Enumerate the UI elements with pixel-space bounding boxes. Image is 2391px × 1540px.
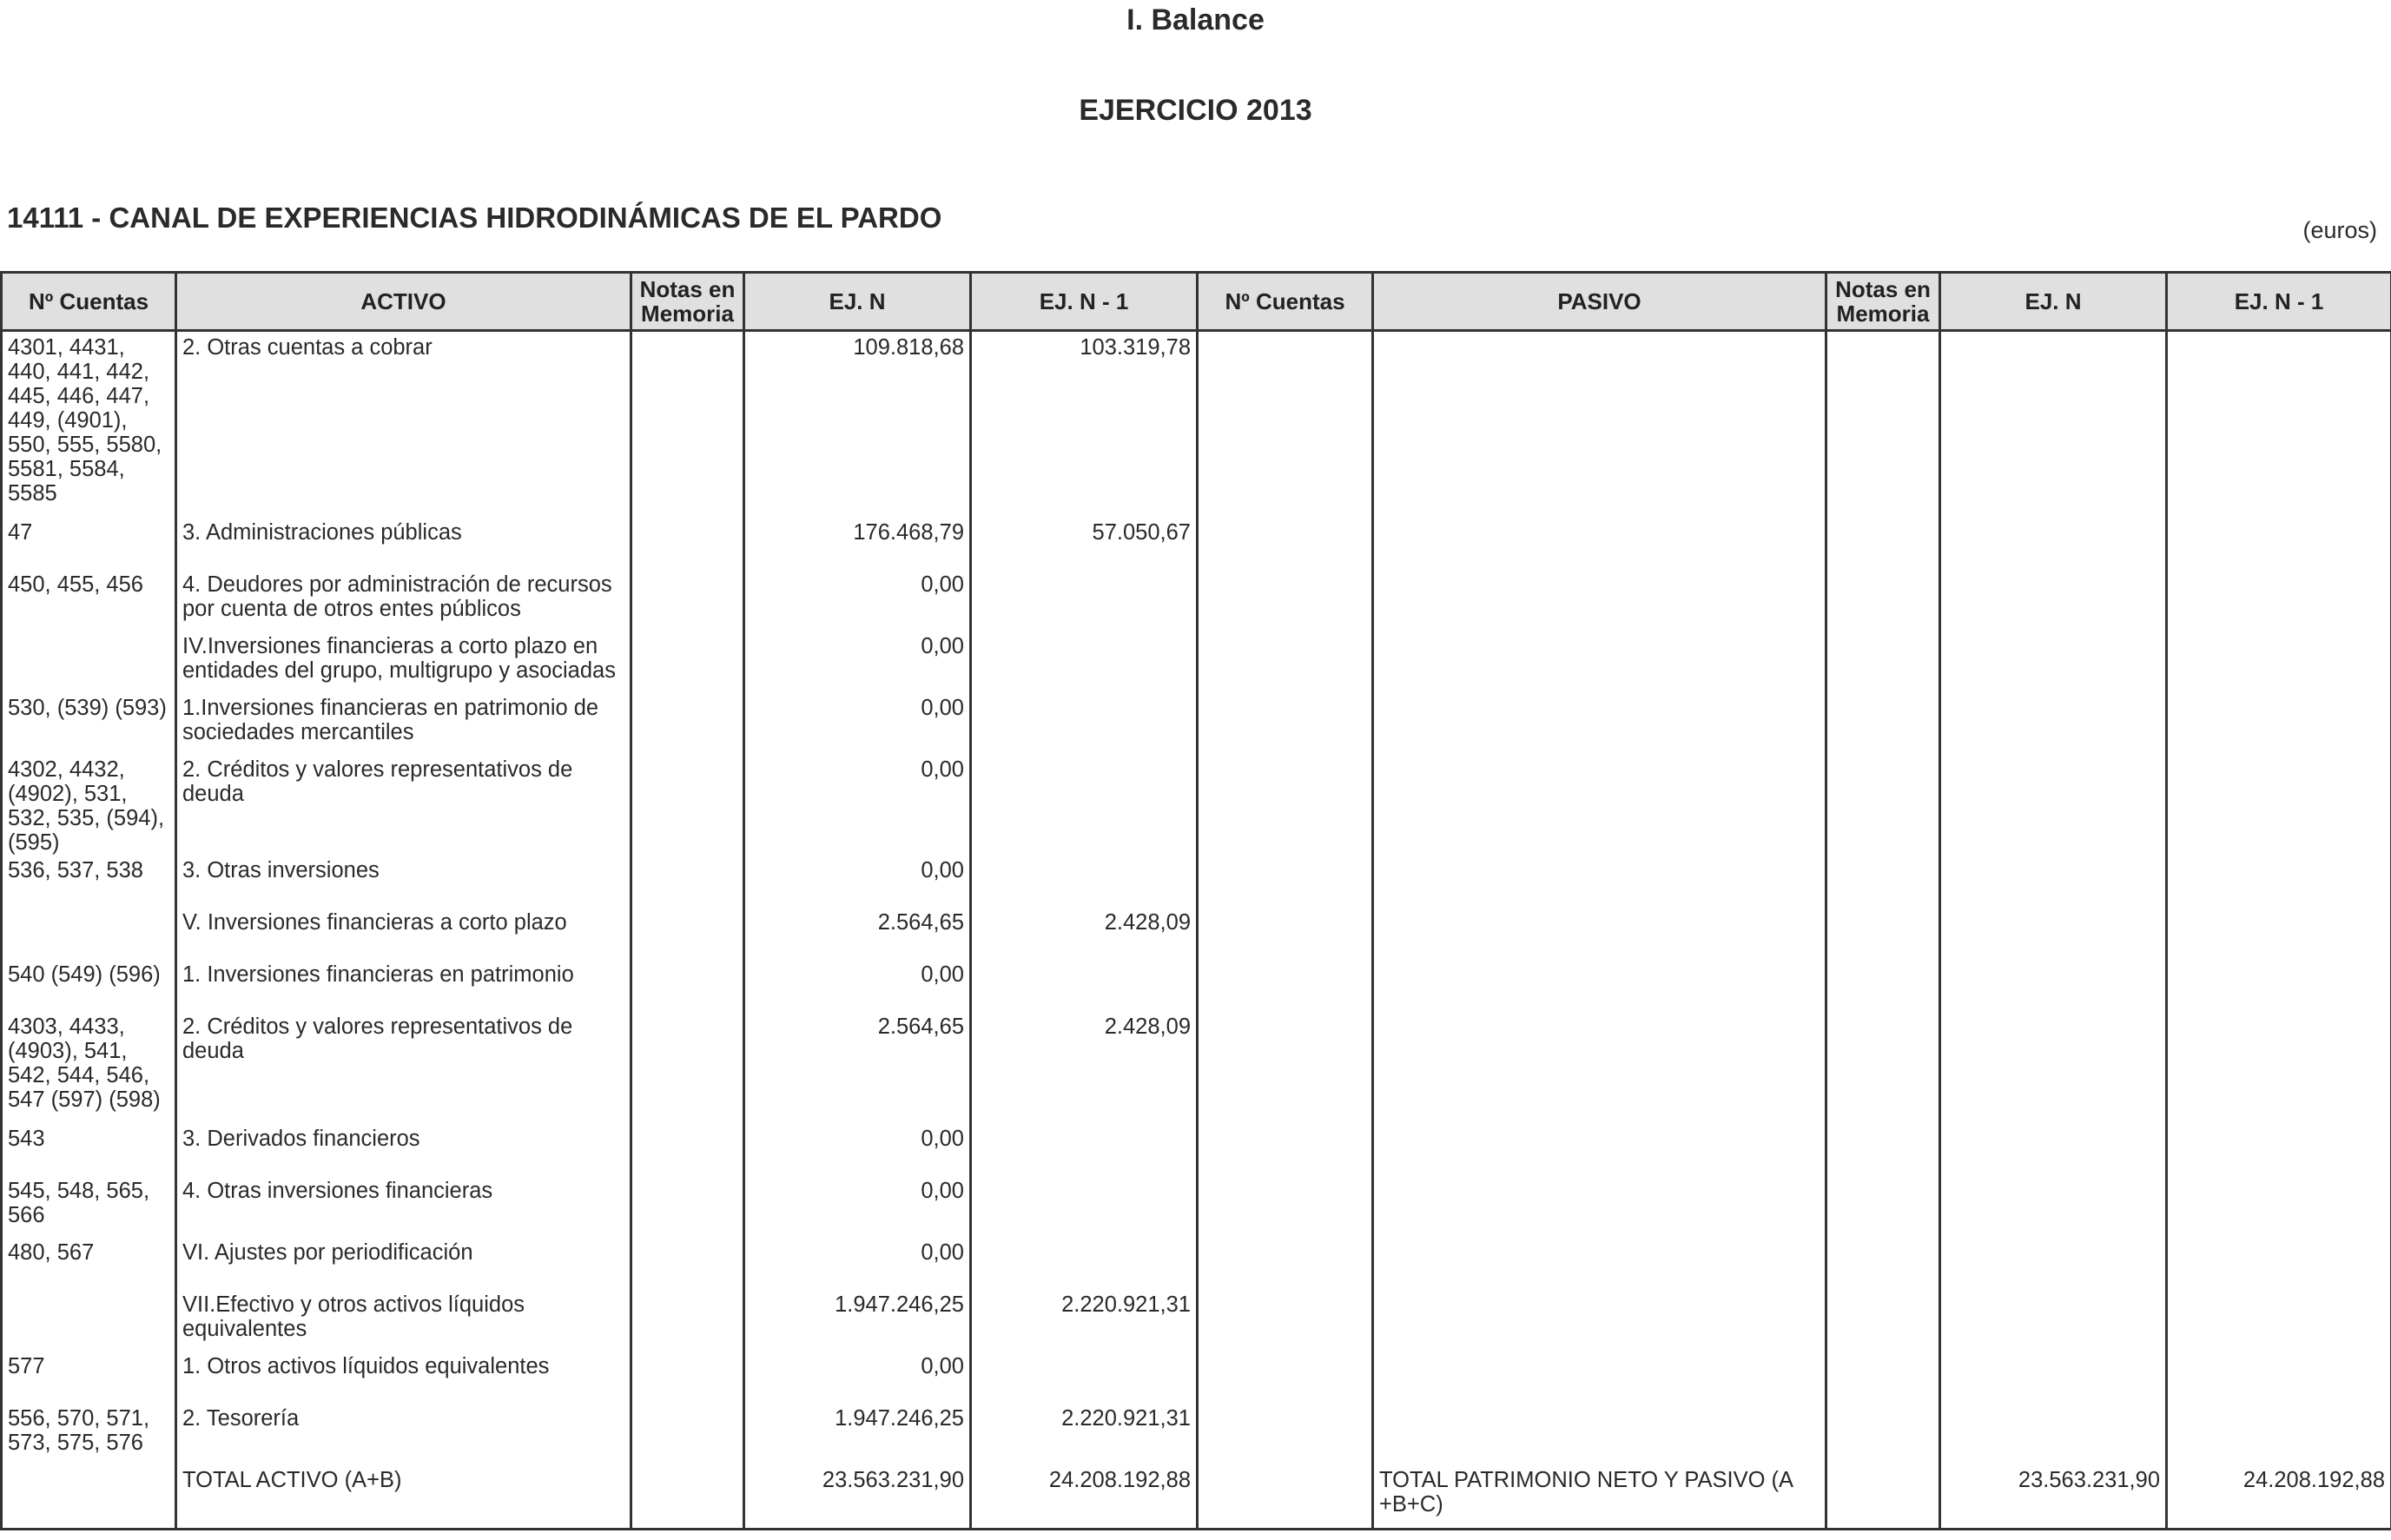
cell-cuentas <box>2 631 176 692</box>
units-label: (euros) <box>2302 217 2377 243</box>
cell-notas <box>631 1123 744 1175</box>
cell-pasivo-cuentas <box>1198 754 1373 855</box>
cell-cuentas <box>2 907 176 959</box>
cell-ejn1 <box>971 1123 1198 1175</box>
cell-pasivo-notas <box>1826 855 1940 907</box>
cell-ejn1 <box>971 569 1198 631</box>
cell-pasivo-notas <box>1826 1237 1940 1289</box>
cell-pasivo-notas <box>1826 1351 1940 1403</box>
cell-ejn: 0,00 <box>744 1237 971 1289</box>
cell-activo: 1. Otros activos líquidos equivalentes <box>176 1351 631 1403</box>
cell-pasivo-cuentas <box>1198 907 1373 959</box>
cell-pasivo <box>1373 1011 1826 1123</box>
cell-activo: V. Inversiones financieras a corto plazo <box>176 907 631 959</box>
cell-ejn: 0,00 <box>744 1175 971 1237</box>
cell-pasivo-ejn1 <box>2167 1011 2391 1123</box>
cell-notas <box>631 517 744 569</box>
cell-cuentas: 540 (549) (596) <box>2 959 176 1011</box>
cell-pasivo-ejn1 <box>2167 855 2391 907</box>
cell-notas <box>631 907 744 959</box>
cell-ejn1 <box>971 1351 1198 1403</box>
cell-ejn1: 2.220.921,31 <box>971 1289 1198 1351</box>
cell-pasivo-ejn1 <box>2167 692 2391 754</box>
cell-pasivo-ejn1 <box>2167 907 2391 959</box>
cell-pasivo-cuentas <box>1198 331 1373 517</box>
cell-pasivo <box>1373 569 1826 631</box>
cell-pasivo-ejn <box>1940 1289 2167 1351</box>
cell-activo: 2. Créditos y valores representativos de deuda <box>176 1011 631 1123</box>
cell-activo: VII.Efectivo y otros activos líquidos equivalentes <box>176 1289 631 1351</box>
cell-ejn1 <box>971 1175 1198 1237</box>
cell-pasivo-cuentas <box>1198 855 1373 907</box>
cell-activo: 4. Otras inversiones financieras <box>176 1175 631 1237</box>
table-row <box>2 959 2391 1011</box>
cell-pasivo <box>1373 907 1826 959</box>
cell-pasivo-ejn1 <box>2167 959 2391 1011</box>
cell-pasivo-ejn: 23.563.231,90 <box>1940 1464 2167 1530</box>
cell-cuentas: 543 <box>2 1123 176 1175</box>
cell-notas <box>631 1175 744 1237</box>
cell-notas <box>631 631 744 692</box>
cell-pasivo-ejn1 <box>2167 569 2391 631</box>
cell-pasivo-cuentas <box>1198 569 1373 631</box>
cell-ejn: 0,00 <box>744 569 971 631</box>
cell-pasivo <box>1373 754 1826 855</box>
header-pasivo: PASIVO <box>1373 273 1826 331</box>
cell-cuentas: 545, 548, 565, 566 <box>2 1175 176 1237</box>
cell-pasivo-notas <box>1826 959 1940 1011</box>
table-row <box>2 331 2391 517</box>
cell-pasivo <box>1373 1237 1826 1289</box>
table-row <box>2 692 2391 754</box>
cell-ejn: 0,00 <box>744 1351 971 1403</box>
cell-ejn1 <box>971 754 1198 855</box>
cell-pasivo-ejn <box>1940 1011 2167 1123</box>
cell-pasivo-cuentas <box>1198 1237 1373 1289</box>
header-notas-pasivo: Notas en Memoria <box>1826 273 1940 331</box>
cell-cuentas: 4302, 4432, (4902), 531, 532, 535, (594), (595) <box>2 754 176 855</box>
header-cuentas-activo: Nº Cuentas <box>2 273 176 331</box>
cell-ejn: 109.818,68 <box>744 331 971 517</box>
cell-pasivo-ejn1 <box>2167 517 2391 569</box>
cell-pasivo-notas <box>1826 569 1940 631</box>
cell-pasivo-notas <box>1826 1175 1940 1237</box>
cell-activo: 1. Inversiones financieras en patrimonio <box>176 959 631 1011</box>
cell-pasivo-notas <box>1826 692 1940 754</box>
cell-pasivo-ejn <box>1940 631 2167 692</box>
cell-ejn: 0,00 <box>744 1123 971 1175</box>
cell-pasivo-cuentas <box>1198 1011 1373 1123</box>
cell-pasivo <box>1373 1351 1826 1403</box>
cell-pasivo <box>1373 1403 1826 1464</box>
cell-activo: 2. Créditos y valores representativos de deuda <box>176 754 631 855</box>
cell-pasivo-cuentas <box>1198 692 1373 754</box>
cell-pasivo-ejn <box>1940 1123 2167 1175</box>
cell-pasivo-cuentas <box>1198 517 1373 569</box>
balance-table <box>0 271 2391 1530</box>
cell-notas <box>631 1464 744 1530</box>
table-row <box>2 907 2391 959</box>
cell-notas <box>631 1403 744 1464</box>
cell-cuentas: 556, 570, 571, 573, 575, 576 <box>2 1403 176 1464</box>
cell-ejn1 <box>971 631 1198 692</box>
cell-pasivo-ejn <box>1940 1403 2167 1464</box>
cell-pasivo-ejn1 <box>2167 631 2391 692</box>
cell-pasivo-cuentas <box>1198 959 1373 1011</box>
cell-ejn: 2.564,65 <box>744 907 971 959</box>
cell-pasivo-ejn1 <box>2167 1351 2391 1403</box>
cell-pasivo-notas <box>1826 331 1940 517</box>
cell-activo: 3. Administraciones públicas <box>176 517 631 569</box>
cell-activo: 2. Otras cuentas a cobrar <box>176 331 631 517</box>
cell-ejn: 23.563.231,90 <box>744 1464 971 1530</box>
cell-notas <box>631 754 744 855</box>
cell-pasivo-ejn <box>1940 907 2167 959</box>
cell-pasivo <box>1373 331 1826 517</box>
cell-notas <box>631 1289 744 1351</box>
table-row <box>2 1403 2391 1464</box>
cell-pasivo-notas <box>1826 907 1940 959</box>
cell-pasivo-ejn <box>1940 1175 2167 1237</box>
cell-pasivo-ejn <box>1940 331 2167 517</box>
cell-notas <box>631 1351 744 1403</box>
entity-title: 14111 - CANAL DE EXPERIENCIAS HIDRODINÁMICAS DE EL PARDO <box>7 202 942 234</box>
table-row <box>2 855 2391 907</box>
cell-pasivo-cuentas <box>1198 631 1373 692</box>
cell-pasivo <box>1373 631 1826 692</box>
table-row <box>2 631 2391 692</box>
cell-cuentas <box>2 1289 176 1351</box>
cell-pasivo-ejn1 <box>2167 331 2391 517</box>
cell-activo: IV.Inversiones financieras a corto plazo en entidades del grupo, multigrupo y asociadas <box>176 631 631 692</box>
cell-pasivo-ejn1 <box>2167 1123 2391 1175</box>
cell-ejn: 2.564,65 <box>744 1011 971 1123</box>
table-row <box>2 1289 2391 1351</box>
table-row <box>2 754 2391 855</box>
cell-activo: 4. Deudores por administración de recursos por cuenta de otros entes públicos <box>176 569 631 631</box>
cell-ejn1: 24.208.192,88 <box>971 1464 1198 1530</box>
cell-pasivo-ejn <box>1940 569 2167 631</box>
cell-ejn1: 57.050,67 <box>971 517 1198 569</box>
cell-pasivo-cuentas <box>1198 1464 1373 1530</box>
cell-pasivo-notas <box>1826 631 1940 692</box>
cell-pasivo-notas <box>1826 1011 1940 1123</box>
cell-cuentas: 4303, 4433, (4903), 541, 542, 544, 546, 547 (597) (598) <box>2 1011 176 1123</box>
cell-ejn1: 103.319,78 <box>971 331 1198 517</box>
cell-pasivo-ejn <box>1940 1351 2167 1403</box>
cell-notas <box>631 331 744 517</box>
cell-activo: 3. Otras inversiones <box>176 855 631 907</box>
cell-pasivo-cuentas <box>1198 1175 1373 1237</box>
cell-pasivo: TOTAL PATRIMONIO NETO Y PASIVO (A +B+C) <box>1373 1464 1826 1530</box>
cell-pasivo-notas <box>1826 1464 1940 1530</box>
table-row <box>2 1011 2391 1123</box>
table-row <box>2 1351 2391 1403</box>
header-notas-activo: Notas en Memoria <box>631 273 744 331</box>
cell-pasivo-ejn <box>1940 517 2167 569</box>
table-row <box>2 1123 2391 1175</box>
cell-ejn: 0,00 <box>744 855 971 907</box>
cell-activo: TOTAL ACTIVO (A+B) <box>176 1464 631 1530</box>
cell-cuentas: 577 <box>2 1351 176 1403</box>
cell-ejn1: 2.428,09 <box>971 1011 1198 1123</box>
cell-notas <box>631 959 744 1011</box>
cell-cuentas <box>2 1464 176 1530</box>
cell-pasivo <box>1373 1123 1826 1175</box>
cell-pasivo-ejn1: 24.208.192,88 <box>2167 1464 2391 1530</box>
cell-ejn1: 2.220.921,31 <box>971 1403 1198 1464</box>
cell-ejn: 1.947.246,25 <box>744 1403 971 1464</box>
cell-ejn: 0,00 <box>744 631 971 692</box>
cell-pasivo-ejn <box>1940 754 2167 855</box>
cell-pasivo-notas <box>1826 1289 1940 1351</box>
cell-pasivo <box>1373 1289 1826 1351</box>
cell-pasivo-ejn <box>1940 855 2167 907</box>
table-row <box>2 1464 2391 1530</box>
header-ejn-pasivo: EJ. N <box>1940 273 2167 331</box>
cell-pasivo <box>1373 855 1826 907</box>
cell-pasivo-ejn1 <box>2167 1237 2391 1289</box>
cell-pasivo-ejn1 <box>2167 754 2391 855</box>
cell-ejn: 1.947.246,25 <box>744 1289 971 1351</box>
cell-pasivo <box>1373 1175 1826 1237</box>
cell-pasivo-notas <box>1826 517 1940 569</box>
table-row <box>2 1175 2391 1237</box>
cell-notas <box>631 692 744 754</box>
cell-cuentas: 530, (539) (593) <box>2 692 176 754</box>
cell-pasivo-ejn <box>1940 692 2167 754</box>
cell-ejn: 176.468,79 <box>744 517 971 569</box>
cell-activo: VI. Ajustes por periodificación <box>176 1237 631 1289</box>
cell-cuentas: 536, 537, 538 <box>2 855 176 907</box>
header-cuentas-pasivo: Nº Cuentas <box>1198 273 1373 331</box>
cell-cuentas: 450, 455, 456 <box>2 569 176 631</box>
cell-ejn: 0,00 <box>744 692 971 754</box>
cell-ejn1 <box>971 1237 1198 1289</box>
table-row <box>2 517 2391 569</box>
cell-pasivo-notas <box>1826 1403 1940 1464</box>
cell-pasivo <box>1373 692 1826 754</box>
cell-cuentas: 4301, 4431, 440, 441, 442, 445, 446, 447, 449, (4901), 550, 555, 5580, 5581, 5584, 5585 <box>2 331 176 517</box>
cell-pasivo-cuentas <box>1198 1123 1373 1175</box>
cell-cuentas: 47 <box>2 517 176 569</box>
header-ejn-activo: EJ. N <box>744 273 971 331</box>
cell-activo: 3. Derivados financieros <box>176 1123 631 1175</box>
table-row <box>2 569 2391 631</box>
cell-pasivo-cuentas <box>1198 1403 1373 1464</box>
cell-notas <box>631 569 744 631</box>
exercise-title: EJERCICIO 2013 <box>1079 94 1312 127</box>
cell-activo: 1.Inversiones financieras en patrimonio de sociedades mercantiles <box>176 692 631 754</box>
cell-ejn1 <box>971 959 1198 1011</box>
cell-notas <box>631 855 744 907</box>
cell-pasivo-ejn1 <box>2167 1403 2391 1464</box>
section-title: I. Balance <box>1126 3 1265 36</box>
cell-pasivo-cuentas <box>1198 1289 1373 1351</box>
cell-pasivo-ejn1 <box>2167 1175 2391 1237</box>
cell-pasivo <box>1373 959 1826 1011</box>
header-row <box>2 273 2391 331</box>
cell-ejn1 <box>971 692 1198 754</box>
cell-notas <box>631 1011 744 1123</box>
header-ejn1-activo: EJ. N - 1 <box>971 273 1198 331</box>
cell-activo: 2. Tesorería <box>176 1403 631 1464</box>
header-ejn1-pasivo: EJ. N - 1 <box>2167 273 2391 331</box>
cell-ejn1: 2.428,09 <box>971 907 1198 959</box>
cell-ejn1 <box>971 855 1198 907</box>
header-activo: ACTIVO <box>176 273 631 331</box>
cell-pasivo-notas <box>1826 754 1940 855</box>
cell-cuentas: 480, 567 <box>2 1237 176 1289</box>
cell-ejn: 0,00 <box>744 959 971 1011</box>
cell-ejn: 0,00 <box>744 754 971 855</box>
cell-notas <box>631 1237 744 1289</box>
table-row <box>2 1237 2391 1289</box>
cell-pasivo-notas <box>1826 1123 1940 1175</box>
cell-pasivo-ejn <box>1940 1237 2167 1289</box>
cell-pasivo-ejn <box>1940 959 2167 1011</box>
cell-pasivo-ejn1 <box>2167 1289 2391 1351</box>
cell-pasivo <box>1373 517 1826 569</box>
cell-pasivo-cuentas <box>1198 1351 1373 1403</box>
